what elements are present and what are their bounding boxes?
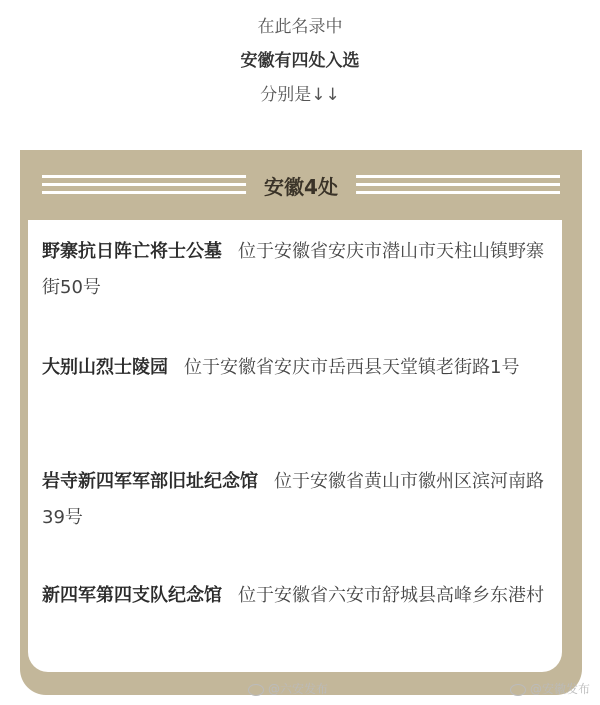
card-title: 安徽4处: [246, 172, 356, 202]
watermark: [248, 680, 328, 697]
list-item: [42, 464, 552, 536]
memorial-name: 岩寺新四军军部旧址纪念馆: [42, 471, 258, 492]
memorial-name: 新四军第四支队纪念馆: [42, 585, 222, 606]
memorial-list-card: [20, 150, 582, 695]
memorial-location: 位于安徽省黄山市徽州区滨河南路39号: [42, 471, 544, 528]
weibo-icon: [510, 684, 526, 696]
memorial-location: 位于安徽省安庆市潜山市天柱山镇野寨街50号: [42, 241, 544, 298]
memorial-location: 位于安徽省六安市舒城县高峰乡东港村: [238, 585, 544, 606]
memorial-name: 野寨抗日阵亡将士公墓: [42, 241, 222, 262]
memorial-location: 位于安徽省安庆市岳西县天堂镇老街路1号: [184, 357, 520, 378]
watermark-text: @六安发布: [268, 682, 329, 696]
list-item: [42, 234, 552, 306]
memorial-name: 大别山烈士陵园: [42, 357, 168, 378]
intro-line-3: 分别是↓↓: [260, 85, 340, 105]
list-item: [42, 578, 552, 614]
watermark: [510, 680, 590, 697]
card-body: [28, 220, 562, 672]
intro-line-2: 安徽有四处入选: [240, 51, 360, 71]
intro-line-1: 在此名录中: [257, 17, 343, 37]
weibo-icon: [248, 684, 264, 696]
watermark-text: @安徽发布: [530, 682, 591, 696]
list-item: [42, 350, 552, 386]
card-header: [42, 172, 560, 216]
